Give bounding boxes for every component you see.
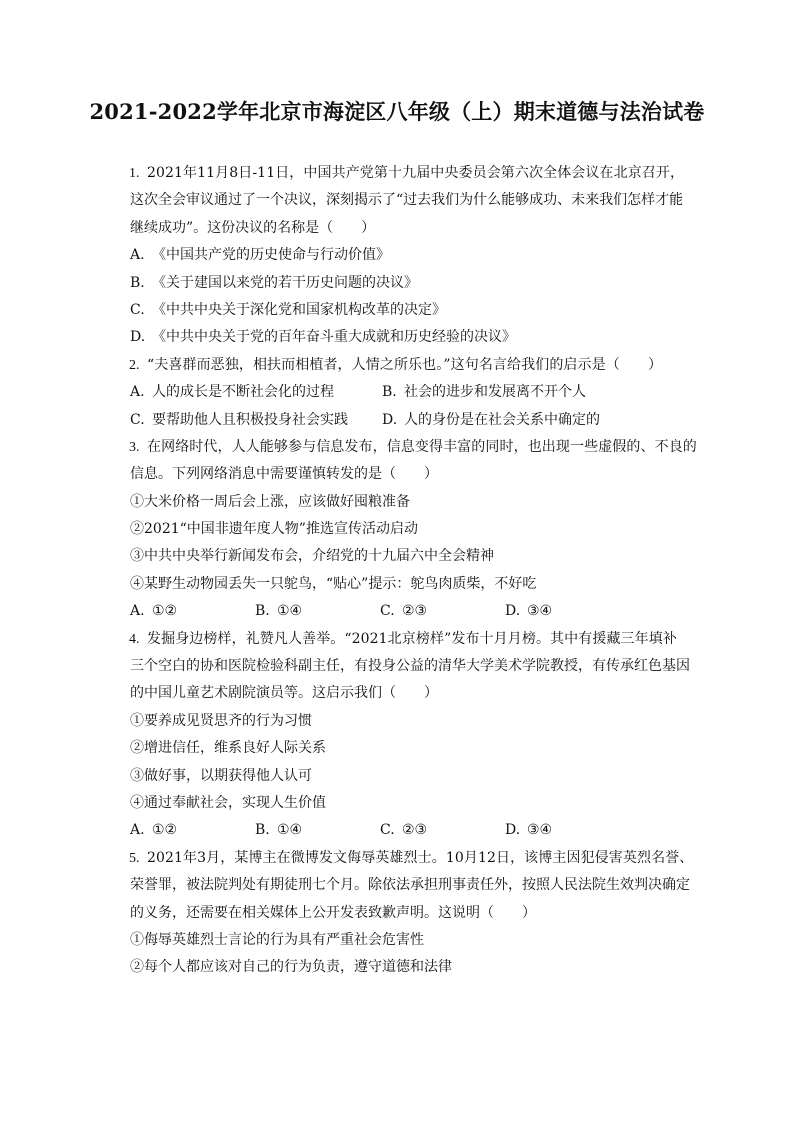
statement-item: ③中共中央举行新闻发布会，介绍党的十九届六中全会精神 <box>130 548 494 565</box>
question-3-line-1: 3. 在网络时代，人人能够参与信息发布，信息变得丰富的同时，也出现一些虚假的、不良的 <box>129 434 700 461</box>
statement-item: ①大米价格一周后会上涨，应该做好囤粮准备 <box>130 493 410 510</box>
option-c[interactable]: C. ②③ <box>380 822 428 839</box>
option-a[interactable]: A. ①② <box>130 822 178 839</box>
question-number: 2. <box>129 357 140 373</box>
statement-item: ②2021“中国非遗年度人物”推选宣传活动启动 <box>130 521 418 538</box>
question-number: 1. <box>129 166 140 181</box>
option-b[interactable]: B. 社会的进步和发展离不开个人 <box>382 384 586 401</box>
question-number: 4. <box>129 631 140 647</box>
statement-item: ①侮辱英雄烈士言论的行为具有严重社会危害性 <box>130 931 424 948</box>
option-b[interactable]: B. 《关于建国以来党的若干历史问题的决议》 <box>130 274 418 291</box>
question-list <box>130 160 700 982</box>
question-1-line-1: 1. 2021年11月8日-11日，中国共产党第十九届中央委员会第六次全体会议在北京召开， <box>129 160 700 187</box>
exam-title: 2021-2022学年北京市海淀区八年级（上）期末道德与法治试卷 <box>89 99 705 124</box>
option-b[interactable]: B. ①④ <box>255 822 303 839</box>
option-c[interactable]: C. ②③ <box>380 603 428 620</box>
statement-item: ②每个人都应该对自己的行为负责，遵守道德和法律 <box>130 959 452 976</box>
option-b[interactable]: B. ①④ <box>255 603 303 620</box>
statement-item: ④某野生动物园丢失一只鸵鸟，“贴心”提示：鸵鸟肉质柴，不好吃 <box>130 575 537 592</box>
option-a[interactable]: A. 《中国共产党的历史使命与行动价值》 <box>130 247 390 264</box>
options-row <box>130 598 700 625</box>
statement-item: ④通过奉献社会，实现人生价值 <box>130 794 326 811</box>
options-row-cd <box>130 407 700 434</box>
question-5 <box>130 845 700 982</box>
question-number: 3. <box>129 439 140 455</box>
question-2 <box>130 352 700 434</box>
option-c[interactable]: C. 要帮助他人且积极投身社会实践 <box>130 411 348 428</box>
statement-item: ③做好事，以期获得他人认可 <box>130 767 312 784</box>
statement-item: ①要养成见贤思齐的行为习惯 <box>130 712 312 729</box>
option-d[interactable]: D. ③④ <box>505 822 553 839</box>
question-5-line-3: 的义务，还需要在相关媒体上公开发表致歉声明。这说明（ ） <box>130 904 536 921</box>
option-d[interactable]: D. 《中共中央关于党的百年奋斗重大成就和历史经验的决议》 <box>130 329 516 346</box>
question-5-line-1: 5. 2021年3月，某博主在微博发文侮辱英雄烈士。10月12日，该博主因犯侵害英烈名誉、 <box>129 845 700 872</box>
option-d[interactable]: D. 人的身份是在社会关系中确定的 <box>382 411 600 428</box>
option-c[interactable]: C. 《中共中央关于深化党和国家机构改革的决定》 <box>130 301 446 318</box>
question-4 <box>130 626 700 845</box>
question-4-line-2: 三个空白的协和医院检验科副主任，有投身公益的清华大学美术学院教授，有传承红色基因 <box>130 658 690 675</box>
question-number: 5. <box>129 850 140 866</box>
question-3 <box>130 434 700 626</box>
question-1-line-2: 这次全会审议通过了一个决议，深刻揭示了“过去我们为什么能够成功、未来我们怎样才能 <box>130 192 684 209</box>
option-d[interactable]: D. ③④ <box>505 603 553 620</box>
question-1-line-3: 继续成功”。这份决议的名称是（ ） <box>130 219 376 236</box>
question-2-line-1: 2. “夫喜群而恶独，相扶而相植者，人情之所乐也。”这句名言给我们的启示是（ ） <box>129 352 700 379</box>
options-row <box>130 817 700 844</box>
option-a[interactable]: A. 人的成长是不断社会化的过程 <box>130 384 334 401</box>
question-5-line-2: 荣誉罪，被法院判处有期徒刑七个月。除依法承担刑事责任外，按照人民法院生效判决确定 <box>130 877 690 894</box>
options-row-ab <box>130 379 700 406</box>
question-3-line-2: 信息。下列网络消息中需要谨慎转发的是（ ） <box>130 466 438 483</box>
question-1 <box>130 160 700 352</box>
option-a[interactable]: A. ①② <box>130 603 178 620</box>
question-4-line-3: 的中国儿童艺术剧院演员等。这启示我们（ ） <box>130 685 438 702</box>
question-4-line-1: 4. 发掘身边榜样，礼赞凡人善举。“2021北京榜样”发布十月月榜。其中有援藏三年填补 <box>129 626 700 653</box>
statement-item: ②增进信任，维系良好人际关系 <box>130 740 326 757</box>
